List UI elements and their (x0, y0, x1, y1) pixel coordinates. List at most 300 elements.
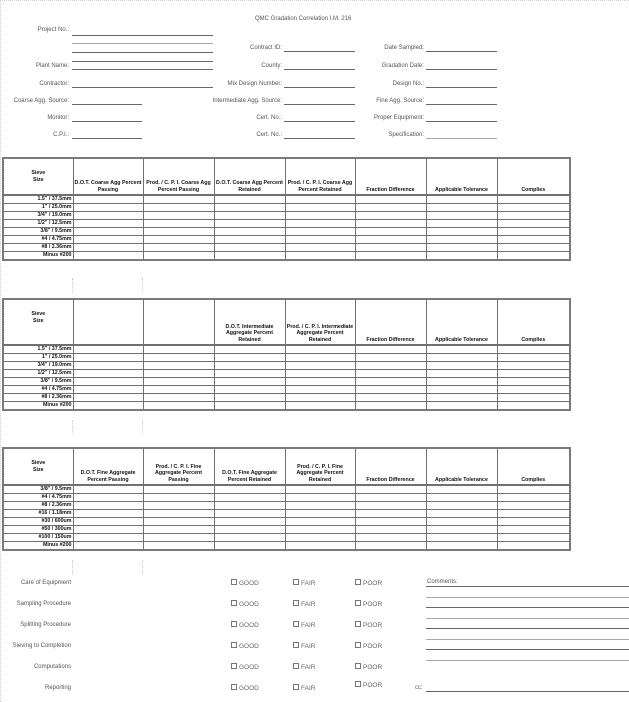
cell[interactable] (426, 485, 497, 494)
table-row (3, 212, 570, 220)
project-no-label: Project No.: (37, 27, 69, 33)
fair-checkbox[interactable]: FAIR (293, 579, 315, 587)
cell[interactable] (355, 370, 426, 378)
sieve-size-cell: 1/2" / 12.5mm (3, 370, 73, 378)
prod-fine-retained-header: Prod. / C. P. I. Fine Aggregate Percent Retained (285, 448, 355, 485)
cc-field[interactable] (426, 691, 629, 692)
sieve-size-cell: 3/8" / 9.5mm (3, 228, 73, 236)
cell[interactable] (497, 220, 570, 228)
cell[interactable] (497, 362, 570, 370)
cell[interactable] (143, 386, 214, 394)
cell[interactable] (426, 252, 497, 261)
checkbox-icon (293, 642, 299, 648)
cell[interactable] (214, 378, 285, 386)
comments-line[interactable] (426, 607, 629, 608)
date-sampled-field[interactable] (426, 51, 497, 52)
cell[interactable] (285, 195, 355, 204)
cell[interactable] (143, 518, 214, 526)
cell[interactable] (285, 518, 355, 526)
cell[interactable] (73, 236, 143, 244)
cell[interactable] (214, 204, 285, 212)
sieve-size-cell: #100 / 150um (3, 534, 73, 542)
good-checkbox[interactable]: GOOD (231, 579, 259, 587)
gridline-tick (142, 560, 143, 574)
cell[interactable] (143, 362, 214, 370)
table-row (3, 204, 570, 212)
checkbox-icon (293, 579, 299, 585)
cell[interactable] (426, 244, 497, 252)
cert-no-1-field[interactable] (284, 121, 355, 122)
cell[interactable] (285, 252, 355, 261)
sieve-size-cell: 3/8" / 9.5mm (3, 378, 73, 386)
fine-agg-source-field[interactable] (426, 104, 497, 105)
intermediate-agg-source-label: Intermediate Agg. Source: (212, 98, 282, 104)
cell[interactable] (355, 252, 426, 261)
cell[interactable] (497, 345, 570, 354)
cell[interactable] (285, 345, 355, 354)
cell[interactable] (426, 212, 497, 220)
intermediate-agg-source-field[interactable] (284, 104, 355, 105)
poor-checkbox[interactable]: POOR (355, 642, 382, 650)
table-row (3, 195, 570, 204)
cell[interactable] (214, 236, 285, 244)
cell[interactable] (214, 370, 285, 378)
cell[interactable] (285, 526, 355, 534)
cell[interactable] (143, 402, 214, 411)
cell[interactable] (143, 195, 214, 204)
cell[interactable] (214, 228, 285, 236)
specification-field[interactable] (426, 138, 497, 139)
cell[interactable] (143, 220, 214, 228)
complies-header: Complies (497, 299, 570, 345)
dot-intermediate-retained-header: D.O.T. Intermediate Aggregate Percent Retained (214, 299, 285, 345)
cell[interactable] (73, 386, 143, 394)
cell[interactable] (214, 510, 285, 518)
cert-no-2-field[interactable] (284, 138, 355, 139)
cell[interactable] (73, 354, 143, 362)
cell[interactable] (497, 510, 570, 518)
table-row (3, 370, 570, 378)
cell[interactable] (497, 370, 570, 378)
table-row (3, 220, 570, 228)
cell[interactable] (497, 494, 570, 502)
cell[interactable] (426, 526, 497, 534)
gridline-tick (72, 420, 73, 434)
cell[interactable] (355, 244, 426, 252)
cell[interactable] (73, 510, 143, 518)
sieve-size-cell: 1.5" / 37.5mm (3, 345, 73, 354)
sieve-size-cell: #4 / 4.75mm (3, 236, 73, 244)
cell[interactable] (426, 494, 497, 502)
cell[interactable] (73, 244, 143, 252)
sieve-size-cell: Minus #200 (3, 252, 73, 261)
cell[interactable] (73, 345, 143, 354)
complies-header: Complies (497, 448, 570, 485)
cell[interactable] (285, 204, 355, 212)
checkbox-icon (355, 663, 361, 669)
cell[interactable] (497, 518, 570, 526)
cell[interactable] (355, 354, 426, 362)
fair-checkbox[interactable]: FAIR (293, 642, 315, 650)
good-checkbox[interactable]: GOOD (231, 663, 259, 671)
project-no-field-2[interactable] (72, 43, 213, 44)
cell[interactable] (143, 502, 214, 510)
rating-label-computations: Computations (33, 664, 71, 670)
cell[interactable] (426, 378, 497, 386)
cell[interactable] (355, 212, 426, 220)
fair-checkbox[interactable]: FAIR (293, 600, 315, 608)
checkbox-icon (293, 663, 299, 669)
cell[interactable] (73, 518, 143, 526)
cell[interactable] (497, 526, 570, 534)
table-row (3, 386, 570, 394)
cell[interactable] (285, 542, 355, 551)
cell[interactable] (214, 526, 285, 534)
cell[interactable] (497, 542, 570, 551)
cell[interactable] (285, 354, 355, 362)
checkbox-icon (231, 684, 237, 690)
cell[interactable] (426, 518, 497, 526)
cell[interactable] (73, 204, 143, 212)
design-no-field[interactable] (426, 87, 497, 88)
checkbox-icon (355, 600, 361, 606)
blank-header (143, 299, 214, 345)
cell[interactable] (426, 228, 497, 236)
comments-line[interactable] (426, 586, 629, 587)
cell[interactable] (497, 402, 570, 411)
sieve-size-cell: 3/4" / 19.0mm (3, 362, 73, 370)
cell[interactable] (73, 362, 143, 370)
cell[interactable] (497, 195, 570, 204)
table-row (3, 542, 570, 551)
cc-label: cc: (415, 685, 423, 691)
table-row (3, 394, 570, 402)
poor-checkbox[interactable]: POOR (355, 621, 382, 629)
table-row (3, 228, 570, 236)
cell[interactable] (355, 510, 426, 518)
cell[interactable] (426, 220, 497, 228)
cell[interactable] (355, 228, 426, 236)
cell[interactable] (285, 244, 355, 252)
table-row (3, 236, 570, 244)
comments-line[interactable] (426, 660, 629, 661)
intermediate-agg-table (2, 298, 571, 411)
dot-coarse-retained-header: D.O.T. Coarse Agg Percent Retained (214, 158, 285, 195)
dot-fine-passing-header: D.O.T. Fine Aggregate Percent Passing (73, 448, 143, 485)
cell[interactable] (426, 345, 497, 354)
proper-equipment-field[interactable] (426, 121, 497, 122)
cell[interactable] (143, 345, 214, 354)
cell[interactable] (214, 345, 285, 354)
cell[interactable] (143, 494, 214, 502)
cell[interactable] (214, 534, 285, 542)
table-row (3, 252, 570, 261)
rating-label-sieving-to-completion: Sieving to Completion (12, 643, 71, 649)
sieve-size-cell: 1.5" / 37.5mm (3, 195, 73, 204)
cell[interactable] (285, 394, 355, 402)
cell[interactable] (426, 534, 497, 542)
cell[interactable] (426, 362, 497, 370)
cell[interactable] (497, 378, 570, 386)
cell[interactable] (355, 502, 426, 510)
cell[interactable] (143, 204, 214, 212)
cell[interactable] (497, 204, 570, 212)
cell[interactable] (143, 542, 214, 551)
gradation-date-field[interactable] (426, 69, 497, 70)
cell[interactable] (214, 518, 285, 526)
applicable-tolerance-header: Applicable Tolerance (426, 299, 497, 345)
cell[interactable] (214, 402, 285, 411)
cell[interactable] (214, 494, 285, 502)
cell[interactable] (285, 212, 355, 220)
cell[interactable] (285, 236, 355, 244)
table-row (3, 378, 570, 386)
cell[interactable] (355, 362, 426, 370)
cell[interactable] (355, 534, 426, 542)
cell[interactable] (355, 345, 426, 354)
sieve-size-cell: Minus #200 (3, 542, 73, 551)
cell[interactable] (285, 534, 355, 542)
cell[interactable] (285, 378, 355, 386)
cell[interactable] (214, 354, 285, 362)
comments-label: Comments: (427, 579, 458, 585)
cell[interactable] (497, 236, 570, 244)
cell[interactable] (285, 502, 355, 510)
fair-checkbox[interactable]: FAIR (293, 663, 315, 671)
cell[interactable] (426, 195, 497, 204)
cell[interactable] (497, 228, 570, 236)
cell[interactable] (73, 378, 143, 386)
cell[interactable] (426, 502, 497, 510)
cell[interactable] (214, 362, 285, 370)
cell[interactable] (497, 394, 570, 402)
cert-no-1-label: Cert. No.: (256, 115, 282, 121)
cell[interactable] (285, 494, 355, 502)
cell[interactable] (497, 354, 570, 362)
cell[interactable] (426, 394, 497, 402)
poor-checkbox[interactable]: POOR (355, 600, 382, 608)
cell[interactable] (143, 534, 214, 542)
sieve-size-cell: #4 / 4.75mm (3, 386, 73, 394)
cell[interactable] (355, 236, 426, 244)
form-title: QMC Gradation Correlation I.M. 216 (255, 16, 352, 22)
cell[interactable] (143, 212, 214, 220)
sieve-size-cell: 1/2" / 12.5mm (3, 220, 73, 228)
cell[interactable] (497, 252, 570, 261)
table-row (3, 534, 570, 542)
comments-line[interactable] (426, 639, 629, 640)
cell[interactable] (426, 204, 497, 212)
cell[interactable] (355, 386, 426, 394)
cell[interactable] (426, 386, 497, 394)
good-checkbox[interactable]: GOOD (231, 642, 259, 650)
cell[interactable] (214, 220, 285, 228)
dot-fine-retained-header: D.O.T. Fine Aggregate Percent Retained (214, 448, 285, 485)
checkbox-icon (231, 600, 237, 606)
cell[interactable] (73, 402, 143, 411)
cell[interactable] (73, 502, 143, 510)
cell[interactable] (355, 204, 426, 212)
cell[interactable] (426, 402, 497, 411)
cell[interactable] (214, 195, 285, 204)
mix-design-number-label: Mix Design Number: (227, 81, 282, 87)
cell[interactable] (214, 502, 285, 510)
cell[interactable] (143, 485, 214, 494)
applicable-tolerance-header: Applicable Tolerance (426, 158, 497, 195)
cell[interactable] (285, 228, 355, 236)
cell[interactable] (143, 228, 214, 236)
cell[interactable] (143, 252, 214, 261)
table-row (3, 510, 570, 518)
cell[interactable] (497, 386, 570, 394)
cell[interactable] (143, 510, 214, 518)
cell[interactable] (214, 485, 285, 494)
county-field[interactable] (284, 69, 355, 70)
cell[interactable] (143, 370, 214, 378)
table-row (3, 402, 570, 411)
cell[interactable] (355, 518, 426, 526)
cell[interactable] (355, 485, 426, 494)
project-no-field-3[interactable] (72, 52, 213, 53)
cell[interactable] (426, 370, 497, 378)
coarse-agg-source-field[interactable] (72, 104, 142, 105)
comments-line[interactable] (426, 618, 629, 619)
good-checkbox[interactable]: GOOD (231, 621, 259, 629)
cell[interactable] (355, 394, 426, 402)
cert-no-2-label: Cert. No.: (256, 132, 282, 138)
comments-line[interactable] (426, 628, 629, 629)
cell[interactable] (214, 542, 285, 551)
poor-checkbox[interactable]: POOR (355, 681, 382, 689)
rating-label-sampling-procedure: Sampling Procedure (16, 601, 71, 607)
table-row (3, 354, 570, 362)
comments-line[interactable] (426, 649, 629, 650)
date-sampled-label: Date Sampled: (384, 45, 424, 51)
cell[interactable] (285, 362, 355, 370)
cell[interactable] (497, 244, 570, 252)
sieve-size-cell: #8 / 2.36mm (3, 394, 73, 402)
cell[interactable] (73, 526, 143, 534)
cell[interactable] (73, 252, 143, 261)
good-checkbox[interactable]: GOOD (231, 600, 259, 608)
cell[interactable] (285, 510, 355, 518)
cell[interactable] (143, 236, 214, 244)
cpi-field[interactable] (72, 138, 142, 139)
cell[interactable] (285, 386, 355, 394)
cell[interactable] (73, 195, 143, 204)
poor-checkbox[interactable]: POOR (355, 663, 382, 671)
cell[interactable] (355, 378, 426, 386)
cell[interactable] (355, 220, 426, 228)
cell[interactable] (214, 244, 285, 252)
cell[interactable] (73, 394, 143, 402)
gridline-tick (142, 420, 143, 434)
mix-design-number-field[interactable] (284, 87, 355, 88)
contractor-field[interactable] (72, 87, 213, 88)
plant-name-field[interactable] (72, 69, 213, 70)
cell[interactable] (214, 252, 285, 261)
fine-header-row (3, 448, 570, 485)
rating-label-care-of-equipment: Care of Equipment (20, 580, 71, 586)
fair-checkbox[interactable]: FAIR (293, 684, 315, 692)
cell[interactable] (355, 542, 426, 551)
table-row (3, 244, 570, 252)
project-no-field-4[interactable] (72, 61, 213, 62)
cell[interactable] (355, 494, 426, 502)
cell[interactable] (143, 354, 214, 362)
table-row (3, 526, 570, 534)
poor-checkbox[interactable]: POOR (355, 579, 382, 587)
monitor-label: Monitor: (47, 115, 69, 121)
cell[interactable] (285, 220, 355, 228)
cell[interactable] (355, 402, 426, 411)
monitor-field[interactable] (72, 121, 142, 122)
cell[interactable] (497, 212, 570, 220)
coarse-agg-table (2, 157, 571, 261)
cell[interactable] (426, 542, 497, 551)
cell[interactable] (143, 394, 214, 402)
fine-agg-table (2, 447, 571, 551)
good-checkbox[interactable]: GOOD (231, 684, 259, 692)
rating-label-splitting-procedure: Splitting Procedure (20, 622, 71, 628)
project-no-field[interactable] (72, 35, 213, 36)
cell[interactable] (73, 228, 143, 236)
proper-equipment-label: Proper Equipment: (373, 115, 424, 121)
cell[interactable] (214, 386, 285, 394)
checkbox-icon (355, 681, 361, 687)
coarse-header-row (3, 158, 570, 195)
cell[interactable] (285, 370, 355, 378)
cell[interactable] (497, 485, 570, 494)
fair-checkbox[interactable]: FAIR (293, 621, 315, 629)
cpi-label: C.P.I.: (53, 132, 69, 138)
cell[interactable] (143, 526, 214, 534)
cell[interactable] (143, 378, 214, 386)
dot-coarse-passing-header: D.O.T. Coarse Agg Percent Passing (73, 158, 143, 195)
table-row (3, 345, 570, 354)
sieve-size-header: Sieve Size (3, 299, 73, 345)
cell[interactable] (426, 354, 497, 362)
cell[interactable] (426, 236, 497, 244)
checkbox-icon (293, 600, 299, 606)
cell[interactable] (497, 502, 570, 510)
cell[interactable] (355, 526, 426, 534)
cell[interactable] (73, 494, 143, 502)
cell[interactable] (73, 220, 143, 228)
cell[interactable] (355, 195, 426, 204)
comments-line[interactable] (426, 597, 629, 598)
sieve-size-cell: #4 / 4.75mm (3, 494, 73, 502)
cell[interactable] (73, 370, 143, 378)
cell[interactable] (73, 542, 143, 551)
cell[interactable] (497, 534, 570, 542)
table-row (3, 362, 570, 370)
sieve-size-cell: 1" / 25.0mm (3, 204, 73, 212)
sieve-size-header: Sieve Size (3, 448, 73, 485)
cell[interactable] (143, 244, 214, 252)
table-row (3, 485, 570, 494)
cell[interactable] (285, 402, 355, 411)
cell[interactable] (73, 212, 143, 220)
cell[interactable] (73, 485, 143, 494)
cell[interactable] (426, 510, 497, 518)
cell[interactable] (73, 534, 143, 542)
contract-id-field[interactable] (284, 51, 355, 52)
cell[interactable] (214, 212, 285, 220)
cell[interactable] (214, 394, 285, 402)
cell[interactable] (285, 485, 355, 494)
design-no-label: Design No.: (392, 81, 424, 87)
